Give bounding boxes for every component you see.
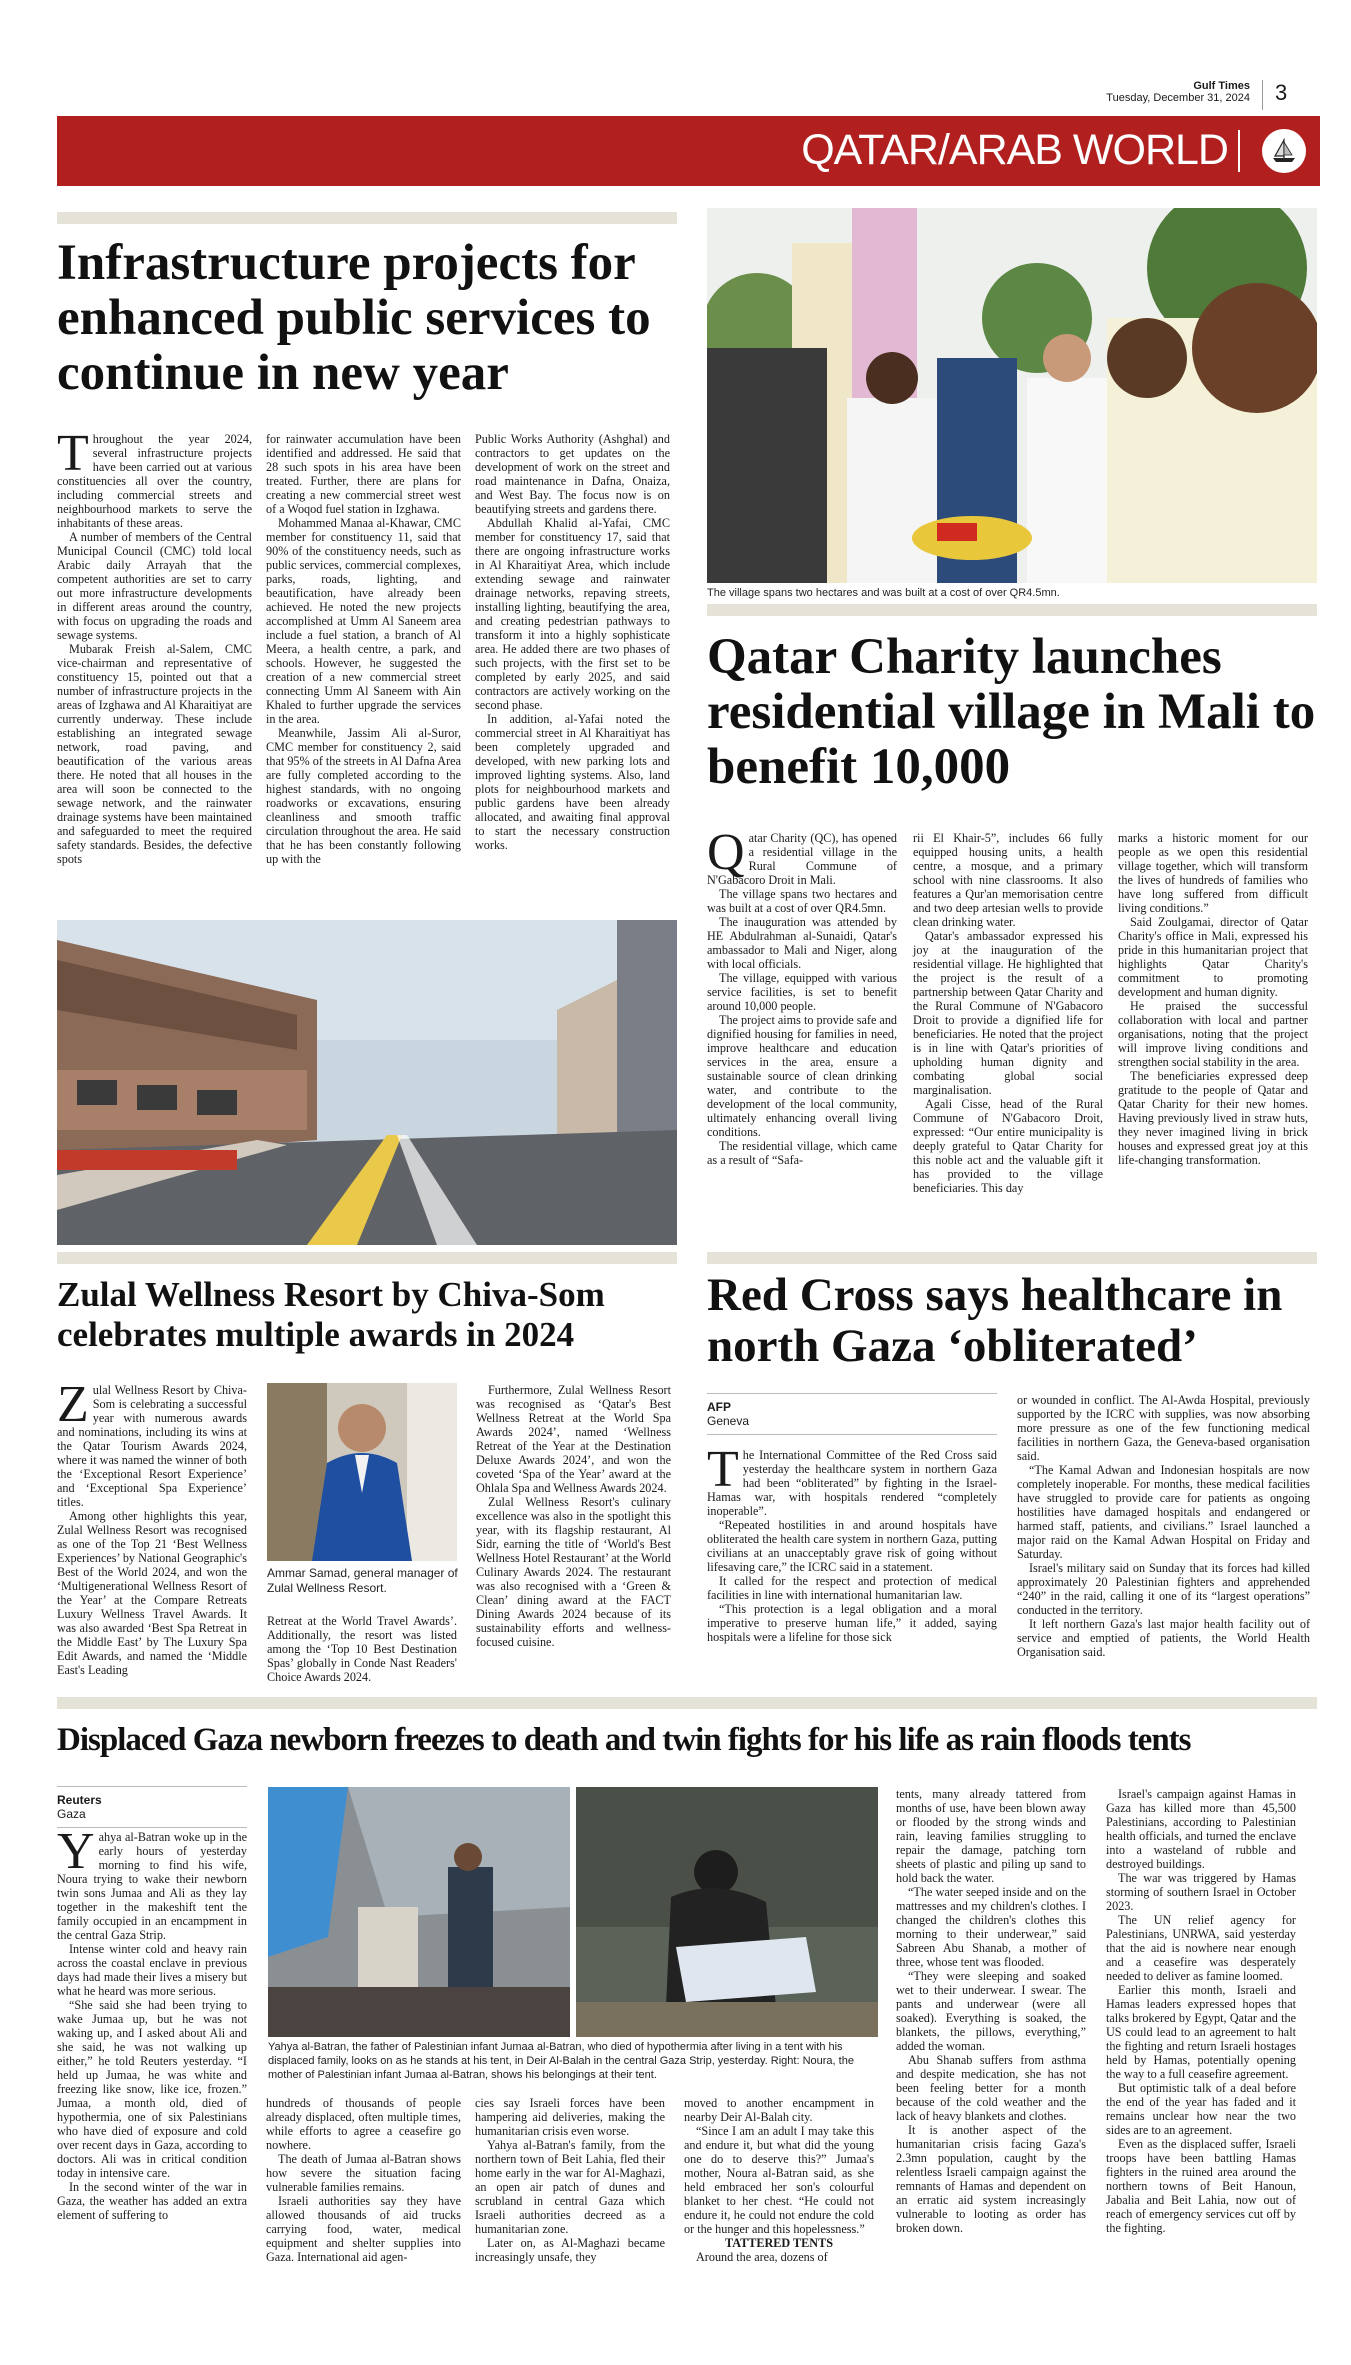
paragraph: In the second winter of the war in Gaza, the weather has added an extra element of suffering to [57, 2180, 247, 2222]
gaza-newborn-byline [57, 1786, 247, 1828]
inauguration-photo-caption: The village spans two hectares and was built at a cost of over QR4.5mn. [707, 587, 1060, 599]
paragraph: The war was triggered by Hamas storming of southern Israel in October 2023. [1106, 1871, 1296, 1913]
paragraph: Among other highlights this year, Zulal Wellness Resort was recognised as one of the Top 21 ‘Best Wellness Experiences’ by National Geographic's Best of the World 2024, and won the ‘Multigenerational Wellness Resort of the Year’ at the Compare Retreats Luxury Wellness Travel Awards. It was also awarded ‘Best Spa Retreat in the Middle East’ by The Luxury Spa Edit Awards, and named the ‘Middle East's Leading [57, 1509, 247, 1677]
paragraph: “The water seeped inside and on the mattresses and my children's clothes. I changed the children's clothes this morning to their underwear,” said Sabreen Abu Shanab, a mother of three, whose tent was flooded. [896, 1885, 1086, 1969]
paragraph: Israel's military said on Sunday that its forces had killed approximately 20 Palestinian fighters and apprehended “240” in the raid, calling it one of its “largest operations” conducted in the territory. [1017, 1561, 1310, 1617]
paragraph: He praised the successful collaboration with local and partner organisations, noting that the project will improve living conditions and strengthen social stability in the area. [1118, 999, 1308, 1069]
dropcap: T [57, 425, 89, 482]
paragraph: “She said she had been trying to wake Jumaa up, but he was not waking up, and I asked about Ali and she said, he was not walking up either,” he told Reuters yesterday. “I held up Jumaa, he was white and freezing like snow, like ice, frozen.” Jumaa, a month old, died of hypothermia, one of six Palestinians who have died of exposure and cold over recent days in Gaza, according to doctors. Ali was in critical condition today in intensive care. [57, 1998, 247, 2180]
paragraph: The project aims to provide safe and dignified housing for families in need, improve healthcare and education services in the area, ensure a sustainable source of clean drinking water, and contribute to the development of the local community, ultimately enhancing overall living conditions. [707, 1013, 898, 1139]
paragraph: Later on, as Al-Maghazi became increasingly unsafe, they [475, 2236, 665, 2264]
masthead-divider [1262, 80, 1263, 110]
issue-date: Tuesday, December 31, 2024 [1106, 92, 1250, 104]
section-rule [707, 1252, 1317, 1264]
paragraph: Around the area, dozens of [696, 2250, 828, 2264]
byline-agency: Reuters [57, 1793, 102, 1807]
section-title: QATAR/ARAB WORLD [801, 126, 1228, 174]
section-banner [57, 116, 1320, 186]
yahya-tent-photo [268, 1787, 570, 2037]
paragraph: marks a historic moment for our people as we open this residential village together, which will transform the lives of hundreds of families who have long suffered from difficult living conditions.” [1118, 831, 1308, 915]
qatar-charity-col-1 [707, 824, 898, 1241]
ammar-samad-photo [267, 1383, 457, 1561]
paragraph: “They were sleeping and soaked wet to their underwear. I swear. The pants and underwear (were all soaked). Everything is soaked, the blankets, the pillows, everything,” added the woman. [896, 1969, 1086, 2053]
dropcap: Y [57, 1823, 95, 1880]
paragraph: It called for the respect and protection of medical facilities in line with international humanitarian law. [707, 1574, 997, 1602]
paragraph: Furthermore, Zulal Wellness Resort was recognised as ‘Qatar's Best Wellness Retreat at the World Spa Awards 2024’, named ‘Wellness Retreat of the Year at the Destination Deluxe Awards 2024’, and won the coveted ‘Spa of the Year’ award at the Ohlala Spa and Wellness Awards 2024. [476, 1383, 671, 1495]
paragraph: The beneficiaries expressed deep gratitude to the people of Qatar and Qatar Charity for their new homes. Having previously lived in straw huts, they never imagined living in brick houses and expressed great joy at this life-changing transformation. [1118, 1069, 1308, 1167]
paragraph: The death of Jumaa al-Batran shows how severe the situation facing vulnerable families remains. [266, 2152, 461, 2194]
paragraph: tents, many already tattered from months of use, have been blown away or flooded by the strong winds and rain, leaving families struggling to repair the damage, patching torn sheets of plastic and piling up sand to hold back the water. [896, 1787, 1086, 1885]
zulal-col-3 [476, 1383, 671, 1703]
dropcap: Z [57, 1376, 89, 1433]
paragraph: hundreds of thousands of people already displaced, often multiple times, while efforts to agree a ceasefire go nowhere. [266, 2096, 461, 2152]
ammar-samad-caption: Ammar Samad, general manager of Zulal Wellness Resort. [267, 1566, 458, 1595]
subheading: TATTERED TENTS [724, 2236, 834, 2250]
gaza-newborn-col-3 [475, 2096, 665, 2356]
paragraph: hroughout the year 2024, several infrastructure projects have been carried out at various constituencies all over the country, including commercial streets and neighbourhood markets to serve the inhabitants of these areas. [57, 432, 252, 530]
qatar-charity-col-3 [1118, 831, 1308, 1241]
paragraph: In addition, al-Yafai noted the commercial street in Al Kharaitiyat has been completely upgraded and developed, with new parking lots and improved lighting systems. Also, land plots for neighbourhood markets and public gardens have been already allocated, and awaiting final approval to start the necessary construction works. [475, 712, 670, 852]
paragraph: Retreat at the World Travel Awards’. Additionally, the resort was listed among the ‘Top 10 Best Destination Spas’ globally in Conde Nast Readers' Choice Awards 2024. [267, 1614, 457, 1684]
paragraph: The inauguration was attended by HE Abdulrahman al-Sunaidi, Qatar's ambassador to Mali and Niger, along with local officials. [707, 915, 897, 971]
paragraph: Even as the displaced suffer, Israeli troops have been battling Hamas fighters in the ruined area around the northern towns of Beit Hanoun, Jabalia and Beit Lahia, now out of reach of emergency services cut off by the fighting. [1106, 2137, 1296, 2235]
paragraph: rii El Khair-5”, includes 66 fully equipped housing units, a health centre, a mosque, and a primary school with nine classrooms. It also features a Qur'an memorisation centre and two deep artesian wells to provide clean drinking water. [913, 831, 1103, 929]
paragraph: A number of members of the Central Municipal Council (CMC) told local Arabic daily Arrayah that the competent authorities are set to carry out more infrastructure developments in different areas around the country, with focus on upgrading the roads and sewage systems. [57, 530, 252, 642]
gaza-newborn-col-4 [684, 2096, 874, 2356]
zulal-col-2 [267, 1614, 457, 1684]
paragraph: The residential village, which came as a result of “Safa- [707, 1139, 897, 1167]
banner-divider [1238, 130, 1240, 172]
paragraph: The UN relief agency for Palestinians, UNRWA, said yesterday that the aid is nowhere near enough and a ceasefire was desperately needed to deliver as famine loomed. [1106, 1913, 1296, 1983]
paragraph: Public Works Authority (Ashghal) and contractors to get updates on the development of work on the street and road maintenance in Dafna, Onaiza, and West Bay. The focus now is on beautifying streets and gardens there. [475, 432, 670, 516]
paragraph: Earlier this month, Israeli and Hamas leaders expressed hopes that talks brokered by Egypt, Qatar and the US could lead to an agreement to halt the fighting and return Israeli hostages held by Hamas, potentially opening the way to a full ceasefire agreement. [1106, 1983, 1296, 2081]
gaza-newborn-headline: Displaced Gaza newborn freezes to death and twin fights for his life as rain floods tents [57, 1722, 1191, 1758]
gaza-newborn-col-5 [896, 1787, 1086, 2357]
infrastructure-col-3 [475, 432, 670, 918]
paragraph: “The Kamal Adwan and Indonesian hospitals are now completely inoperable. For months, these medical facilities have struggled to provide care for patients as ongoing hostilities have damaged hospitals and endangered or harmed staff, patients, and civilians.” Israel launched a major raid on the Kamal Adwan Hospital on Friday and Saturday. [1017, 1463, 1310, 1561]
qatar-charity-col-2 [913, 831, 1103, 1241]
paragraph: for rainwater accumulation have been identified and addressed. He said that 28 such spots in his area have been treated. Further, there are plans for creating a new commercial street west of a Woqod fuel station in Izghawa. [266, 432, 461, 516]
section-rule [57, 212, 677, 224]
paragraph: Mohammed Manaa al-Khawar, CMC member for constituency 11, said that 90% of the constituency needs, such as public services, commercial complexes, parks, roads, lighting, and beautification, have already been achieved. He noted the new projects accomplished at Umm Al Saneem area include a fuel station, a branch of Al Meera, a health centre, a park, and schools. However, he suggested the creation of a new commercial street connecting Umm Al Saneem with Ain Khaled to further upgrade the services in the area. [266, 516, 461, 726]
paragraph: “Since I am an adult I may take this and endure it, but what did the young one do to deserve this?” Jumaa's mother, Noura al-Batran said, as she held embraced her son's colourful blanket to her chest. “He could not endure it, he could not endure the cold or the hunger and this hopelessness.” [684, 2124, 874, 2236]
infrastructure-col-1 [57, 425, 252, 918]
paragraph: But optimistic talk of a deal before the end of the year has faded and it remains unclear how near the two sides are to an agreement. [1106, 2081, 1296, 2137]
gaza-photo-caption: Yahya al-Batran, the father of Palestinian infant Jumaa al-Batran, who died of hypothermia after living in a tent with his displaced family, looks on as he stands at his tent, in Deir Al-Balah in the central Gaza Strip, yesterday. Right: Noura, the mother of Palestinian infant Jumaa al-Batran, shows his belongings at their tent. [268, 2041, 854, 2081]
infrastructure-col-2 [266, 432, 461, 918]
paragraph: moved to another encampment in nearby Deir Al-Balah city. [684, 2096, 874, 2124]
zulal-headline: Zulal Wellness Resort by Chiva-Som celebrates multiple awards in 2024 [57, 1275, 605, 1355]
paragraph: Intense winter cold and heavy rain across the coastal enclave in previous days had made their lives a misery but what he heard was more serious. [57, 1942, 247, 1998]
gaza-newborn-col-1 [57, 1823, 247, 2350]
gaza-newborn-col-2 [266, 2096, 461, 2356]
paragraph: Mubarak Freish al-Salem, CMC vice-chairman and representative of constituency 15, pointed out that a number of infrastructure projects in the areas of Izghawa and Al Kharaitiyat are currently underway. These include establishing an integrated sewage network, road paving, and beautification of the various areas there. He noted that all houses in the area will soon be connected to the sewage network, and the rainwater drainage systems have been maintained and safeguarded to meet the required safety standards. Besides, the defective spots [57, 642, 252, 866]
paragraph: Yahya al-Batran's family, from the northern town of Beit Lahia, fled their home early in the war for Al-Maghazi, an open air patch of dunes and scrubland in central Gaza which Israeli authorities decreed as a humanitarian zone. [475, 2138, 665, 2236]
paragraph: Said Zoulgamai, director of Qatar Charity's office in Mali, expressed his pride in this humanitarian project that highlights Qatar Charity's commitment to promoting development and human dignity. [1118, 915, 1308, 999]
paragraph: Abu Shanab suffers from asthma and despite medication, she has not been feeling better for a month because of the cold weather and the lack of heavy blankets and clothes. [896, 2053, 1086, 2123]
paragraph: Abdullah Khalid al-Yafai, CMC member for constituency 17, said that there are ongoing infrastructure works in Al Kharaitiyat Area, which include extending sewage and rainwater drainage networks, repaving streets, installing lighting, beautifying the area, and creating pedestrian pathways to transform it into a highly sophisticate area. He added there are two phases of such projects, with the first set to be completed by early 2025, and said contractors are actively working on the second phase. [475, 516, 670, 712]
byline-agency: AFP [707, 1400, 731, 1414]
byline-place: Geneva [707, 1414, 750, 1428]
qatar-charity-headline: Qatar Charity launches residential village in Mali to benefit 10,000 [707, 629, 1316, 796]
paragraph: It is another aspect of the humanitarian crisis facing Gaza's 2.3mn population, caught by the relentless Israeli campaign against the remnants of Hamas and dependent on an erratic aid system increasingly vulnerable to looting as order has broken down. [896, 2123, 1086, 2235]
inauguration-photo [707, 208, 1317, 583]
infrastructure-headline: Infrastructure projects for enhanced public services to continue in new year [57, 235, 651, 402]
paragraph: The village, equipped with various service facilities, is set to benefit around 10,000 people. [707, 971, 897, 1013]
street-photo [57, 920, 677, 1245]
noura-tent-photo [576, 1787, 878, 2037]
red-cross-byline [707, 1393, 997, 1435]
paragraph: cies say Israeli forces have been hampering aid deliveries, making the humanitarian crisis even worse. [475, 2096, 665, 2138]
red-cross-headline: Red Cross says healthcare in north Gaza ‘obliterated’ [707, 1269, 1283, 1372]
dropcap: Q [707, 824, 745, 881]
byline-place: Gaza [57, 1807, 86, 1821]
gaza-newborn-col-6 [1106, 1787, 1296, 2357]
section-rule [57, 1252, 677, 1264]
dhow-boat-icon [1262, 129, 1306, 173]
section-rule [57, 1697, 1317, 1709]
paragraph: or wounded in conflict. The Al-Awda Hospital, previously supported by the ICRC with supplies, was now absorbing more pressure as one of the few functioning medical facilities in northern Gaza, the Geneva-based organisation said. [1017, 1393, 1310, 1463]
dropcap: T [707, 1441, 739, 1498]
red-cross-col-2 [1017, 1393, 1310, 1683]
paragraph: Agali Cisse, head of the Rural Commune of N'Gabacoro Droit, expressed: “Our entire municipality is deeply grateful to Qatar Charity for this noble act and the valuable gift it has provided to the village beneficiaries. This day [913, 1097, 1103, 1195]
paragraph: Zulal Wellness Resort's culinary excellence was also in the spotlight this year, with its flagship restaurant, Al Sidr, earning the title of ‘World's Best Wellness Hotel Restaurant’ at the World Culinary Awards 2024. The restaurant was also recognised with a ‘Green & Clean’ dining award at the FACT Dining Awards 2024 because of its sustainability efforts and wellness-focused cuisine. [476, 1495, 671, 1649]
page-number: 3 [1275, 80, 1288, 105]
paragraph: ahya al-Batran woke up in the early hours of yesterday morning to find his wife, Noura trying to wake their newborn twin sons Jumaa and Ali as they lay together in the makeshift tent the family occupied in an encampment in the central Gaza Strip. [57, 1830, 247, 1942]
paragraph: The village spans two hectares and was built at a cost of over QR4.5mn. [707, 887, 897, 915]
paragraph: It left northern Gaza's last major health facility out of service and emptied of patients, the World Health Organisation said. [1017, 1617, 1310, 1659]
paragraph: Israel's campaign against Hamas in Gaza has killed more than 45,500 Palestinians, according to Palestinian health officials, and turned the enclave into a wasteland of rubble and destroyed buildings. [1106, 1787, 1296, 1871]
paragraph: Meanwhile, Jassim Ali al-Suror, CMC member for constituency 2, said that 95% of the streets in Al Dafna Area are fully completed according to the highest standards, with no ongoing roadworks or excavations, ensuring cleanliness and smooth traffic circulation throughout the area. He said that he has been constantly following up with the [266, 726, 461, 866]
paragraph: “Repeated hostilities in and around hospitals have obliterated the health care system in northern Gaza, putting civilians at an unacceptably grave risk of going without lifesaving care,” the ICRC said in a statement. [707, 1518, 997, 1574]
red-cross-col-1 [707, 1441, 997, 1678]
paragraph: Qatar's ambassador expressed his joy at the inauguration of the residential village. He highlighted that the project is the result of a partnership between Qatar Charity and the Rural Commune of N'Gabacoro Droit to provide a dignified life for beneficiaries. He noted that the project is in line with Qatar's priorities of upholding human dignity and combating global social marginalisation. [913, 929, 1103, 1097]
publication-name: Gulf Times [1193, 80, 1250, 92]
section-rule [707, 604, 1317, 616]
zulal-col-1 [57, 1376, 247, 1703]
paragraph: Israeli authorities say they have allowed thousands of aid trucks carrying food, water, medical equipment and shelter supplies into Gaza. International aid agen- [266, 2194, 461, 2264]
paragraph: he International Committee of the Red Cross said yesterday the healthcare system in northern Gaza had been “obliterated” by fighting in the Israel-Hamas war, with hospitals rendered “completely inoperable”. [707, 1448, 997, 1518]
paragraph: “This protection is a legal obligation and a moral imperative to preserve human life,” it added, saying hospitals were a lifeline for those sick [707, 1602, 997, 1644]
paragraph: atar Charity (QC), has opened a residential village in the Rural Commune of N'Gabacoro Droit in Mali. [707, 831, 897, 887]
paragraph: ulal Wellness Resort by Chiva-Som is celebrating a successful year with numerous awards and nominations, including its wins at the Qatar Tourism Awards 2024, where it was named the winner of both the ‘Exceptional Resort Experience’ and ‘Exceptional Spa Experience’ titles. [57, 1383, 247, 1509]
masthead-meta [1050, 80, 1250, 104]
